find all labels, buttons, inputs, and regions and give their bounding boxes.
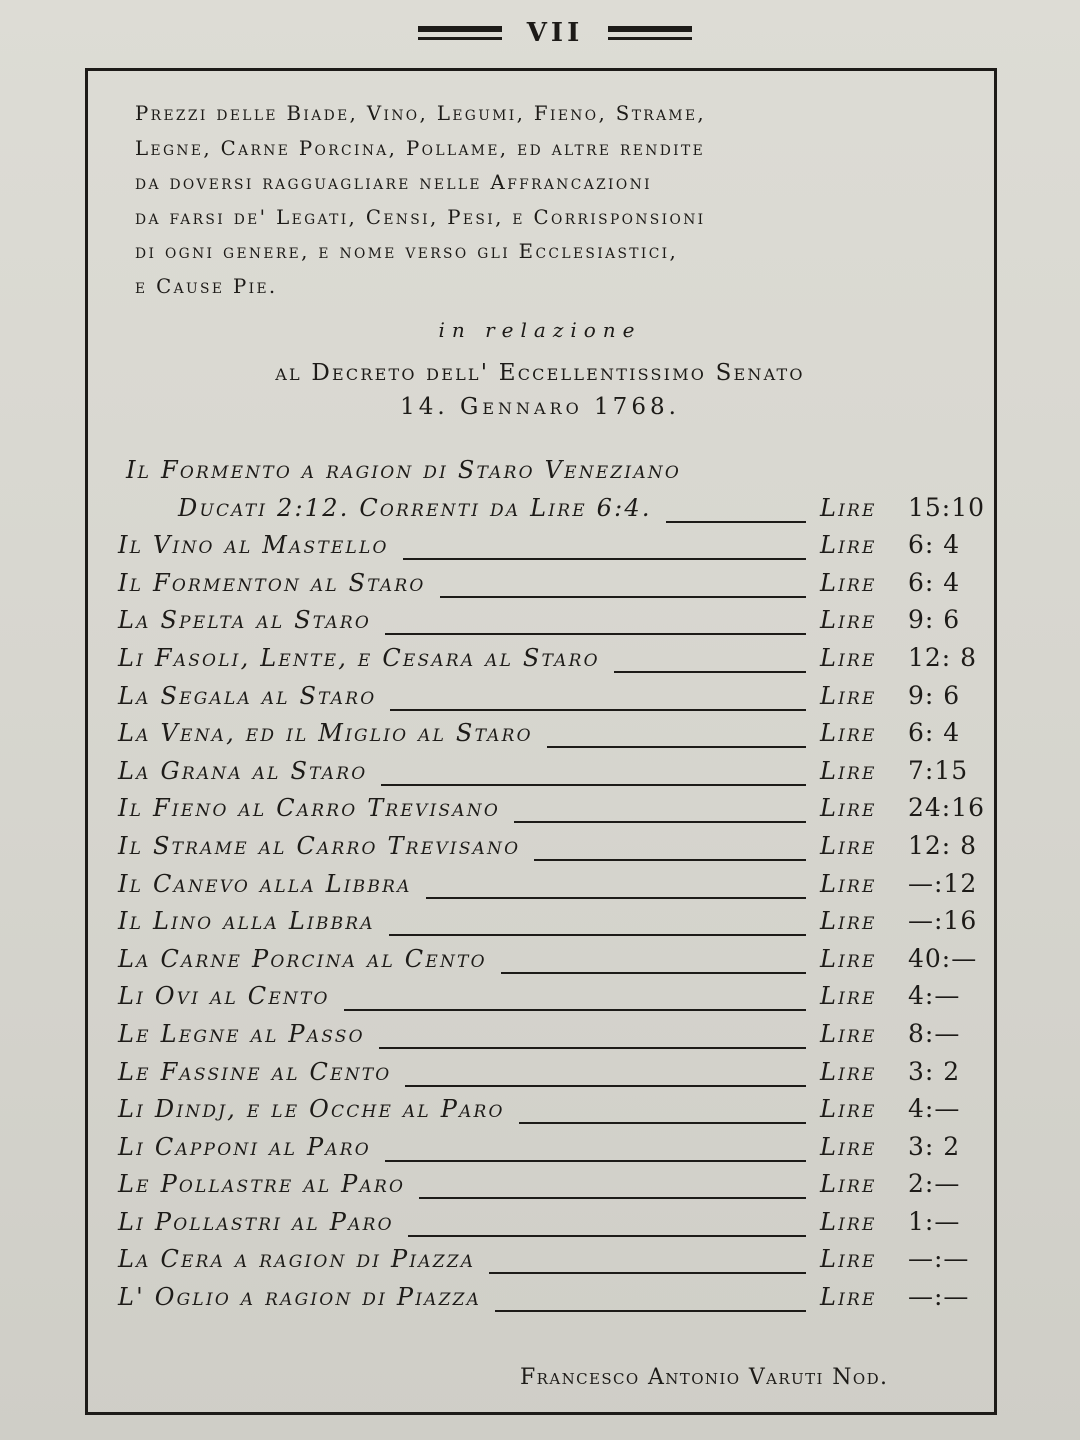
price-row (118, 828, 998, 866)
price-row (118, 565, 998, 603)
leader-rule (495, 1310, 806, 1312)
item-label: La Vena, ed il Miglio al Staro (118, 719, 533, 748)
price-row (118, 903, 998, 941)
unit-label: Lire (820, 681, 877, 710)
price-value: —:16 (908, 906, 978, 936)
item-label: Li Fasoli, Lente, e Cesara al Staro (118, 643, 600, 672)
price-value: 40:— (908, 943, 978, 973)
item-label: La Cera a ragion di Piazza (118, 1245, 476, 1274)
page-number: VII (526, 18, 584, 48)
title-line: di ogni genere, e nome verso gli Ecclesiastici, (135, 239, 679, 263)
item-label: Il Vino al Mastello (118, 531, 389, 560)
leader-rule (440, 596, 806, 598)
leader-rule (403, 558, 806, 560)
price-value: 12: 8 (908, 830, 978, 860)
price-value: 3: 2 (908, 1131, 961, 1161)
price-value: 6: 4 (908, 530, 961, 560)
item-label: Il Lino alla Libbra (118, 907, 375, 936)
leader-rule (385, 1160, 806, 1162)
price-row (118, 490, 998, 528)
unit-label: Lire (820, 831, 877, 860)
unit-label: Lire (820, 1132, 877, 1161)
price-row (118, 753, 998, 791)
unit-label: Lire (820, 568, 877, 597)
price-row (118, 452, 998, 490)
leader-rule (389, 934, 806, 936)
notary-signature: Francesco Antonio Varuti Nod. (520, 1365, 889, 1390)
unit-label: Lire (820, 719, 877, 748)
leader-rule (405, 1085, 806, 1087)
leader-rule (379, 1047, 806, 1049)
price-value: 9: 6 (908, 680, 961, 710)
price-value: 3: 2 (908, 1056, 961, 1086)
leader-rule (489, 1272, 806, 1274)
price-row (118, 640, 998, 678)
price-row (118, 1241, 998, 1279)
document-title (135, 96, 995, 303)
header-rule-right (608, 26, 692, 44)
price-row (118, 678, 998, 716)
leader-rule (547, 746, 806, 748)
price-row (118, 1054, 998, 1092)
unit-label: Lire (820, 944, 877, 973)
price-row (118, 527, 998, 565)
price-row (118, 941, 998, 979)
relazione-heading: in relazione (438, 318, 642, 342)
unit-label: Lire (820, 756, 877, 785)
leader-rule (419, 1197, 806, 1199)
title-line: da farsi de' Legati, Censi, Pesi, e Corrisponsioni (135, 204, 706, 229)
price-row (118, 978, 998, 1016)
price-value: 1:— (908, 1206, 961, 1236)
price-value: —:— (908, 1282, 970, 1312)
price-row (118, 1166, 998, 1204)
unit-label: Lire (820, 1057, 877, 1086)
item-label: La Segala al Staro (118, 681, 377, 710)
price-row (118, 866, 998, 904)
price-row (118, 1016, 998, 1054)
item-label: Le Fassine al Cento (118, 1057, 392, 1086)
leader-rule (408, 1235, 806, 1237)
leader-rule (514, 821, 806, 823)
price-value: 6: 4 (908, 718, 961, 748)
unit-label: Lire (820, 982, 877, 1011)
unit-label: Lire (820, 1283, 877, 1312)
price-value: 6: 4 (908, 567, 961, 597)
title-line: Prezzi delle Biade, Vino, Legumi, Fieno, Strame, (135, 101, 707, 125)
price-row (118, 1204, 998, 1242)
item-label: L' Oglio a ragion di Piazza (118, 1283, 482, 1312)
unit-label: Lire (820, 869, 877, 898)
title-line: Legne, Carne Porcina, Pollame, ed altre rendite (135, 135, 706, 160)
title-line: e Cause Pie. (135, 273, 278, 298)
unit-label: Lire (820, 643, 877, 672)
unit-label: Lire (820, 1170, 877, 1199)
item-label: Il Canevo alla Libbra (118, 869, 412, 898)
price-value: 2:— (908, 1169, 961, 1199)
price-value: 24:16 (908, 793, 986, 823)
leader-rule (501, 972, 806, 974)
leader-rule (614, 671, 806, 673)
title-line: da doversi ragguagliare nelle Affrancazioni (135, 170, 652, 194)
price-value: 4:— (908, 1094, 961, 1124)
price-list (118, 452, 998, 1317)
item-label: Il Fieno al Carro Trevisano (118, 794, 500, 823)
decree-line: al Decreto dell' Eccellentissimo Senato (275, 360, 805, 386)
unit-label: Lire (820, 606, 877, 635)
price-row (118, 790, 998, 828)
item-label: La Carne Porcina al Cento (118, 944, 487, 973)
item-label: La Spelta al Staro (118, 606, 372, 635)
unit-label: Lire (820, 1207, 877, 1236)
leader-rule (426, 897, 806, 899)
price-value: 8:— (908, 1018, 961, 1048)
item-label: Li Pollastri al Paro (118, 1207, 394, 1236)
item-label: Li Dindj, e le Ocche al Paro (118, 1095, 505, 1124)
price-value: 15:10 (908, 492, 986, 522)
unit-label: Lire (820, 1245, 877, 1274)
decree-date: 14. Gennaro 1768. (400, 394, 680, 420)
item-label: Le Pollastre al Paro (118, 1170, 406, 1199)
price-value: —:— (908, 1244, 970, 1274)
price-value: 4:— (908, 981, 961, 1011)
leader-rule (534, 859, 806, 861)
item-label: La Grana al Staro (118, 756, 368, 785)
item-label: Il Formento a ragion di Staro Veneziano (126, 456, 682, 484)
leader-rule (381, 784, 806, 786)
price-value: 7:15 (908, 755, 969, 785)
item-label: Ducati 2:12. Correnti da Lire 6:4. (178, 493, 652, 522)
price-value: 9: 6 (908, 605, 961, 635)
item-label: Li Ovi al Cento (118, 982, 330, 1011)
item-label: Li Capponi al Paro (118, 1132, 371, 1161)
unit-label: Lire (820, 1019, 877, 1048)
item-label: Il Formenton al Staro (118, 568, 426, 597)
price-row (118, 1279, 998, 1317)
leader-rule (344, 1009, 806, 1011)
unit-label: Lire (820, 1095, 877, 1124)
leader-rule (385, 633, 806, 635)
price-row (118, 602, 998, 640)
item-label: Il Strame al Carro Trevisano (118, 831, 521, 860)
unit-label: Lire (820, 531, 877, 560)
leader-rule (519, 1122, 806, 1124)
price-row (118, 1091, 998, 1129)
price-value: —:12 (908, 868, 978, 898)
price-row (118, 1129, 998, 1167)
leader-rule (666, 521, 806, 523)
unit-label: Lire (820, 493, 877, 522)
item-label: Le Legne al Passo (118, 1019, 365, 1048)
unit-label: Lire (820, 907, 877, 936)
header-rule-left (418, 26, 502, 44)
price-value: 12: 8 (908, 642, 978, 672)
leader-rule (390, 709, 806, 711)
unit-label: Lire (820, 794, 877, 823)
price-row (118, 715, 998, 753)
page-header (418, 18, 692, 54)
